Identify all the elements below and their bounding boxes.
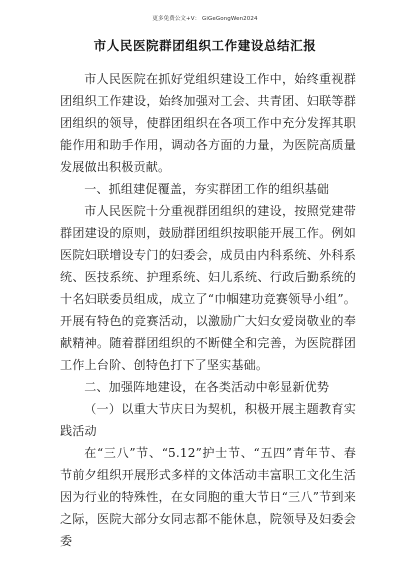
- section-1-paragraph: 市人民医院十分重视群团组织的建设，按照党建带群团建设的原则，鼓励群团组织按职能开展工作。例如医院妇联增设专门的妇委会，成员由内科系统、外科系统、医技系统、护理系统、妇儿系统、行政后勤系统的十名妇联委员组成，成立了“巾帼建功竞赛领导小组”。开展有特色的竞赛活动，以激励广大妇女爱岗敬业的奉献精神。随着群团组织的不断健全和完善，为医院群团工作上台阶、创特色打下了坚实基础。: [60, 204, 356, 372]
- section-1-heading: 一、抓组建促覆盖，夯实群团工作的组织基础: [84, 182, 330, 196]
- section-2-heading: 二、加强阵地建设，在各类活动中彰显新优势: [84, 380, 330, 394]
- document-title: 市人民医院群团组织工作建设总结汇报: [93, 38, 317, 53]
- section-2-subheading-1: （一）以重大节庆日为契机，积极开展主题教育实践活动: [60, 402, 356, 438]
- section-2-paragraph: 在“三八”节、“5.12”护士节、“五四”青年节、春节前夕组织开展形式多样的文体活动丰富职工文化生活因为行业的特殊性，在女同胞的重大节日“三八”节到来之际，医院大部分女同志都不能休息，院领导及妇委会委: [60, 446, 356, 548]
- document-body: [60, 68, 356, 552]
- header-note: 更多免费公文+V： GiGeGongWen2024: [152, 16, 258, 22]
- intro-paragraph: 市人民医院在抓好党组织建设工作中，始终重视群团组织工作建设，始终加强对工会、共青团、妇联等群团组织的领导，使群团组织在各项工作中充分发挥其职能作用和助手作用，调动各方面的力量，为医院高质量发展做出积极贡献。: [60, 72, 356, 174]
